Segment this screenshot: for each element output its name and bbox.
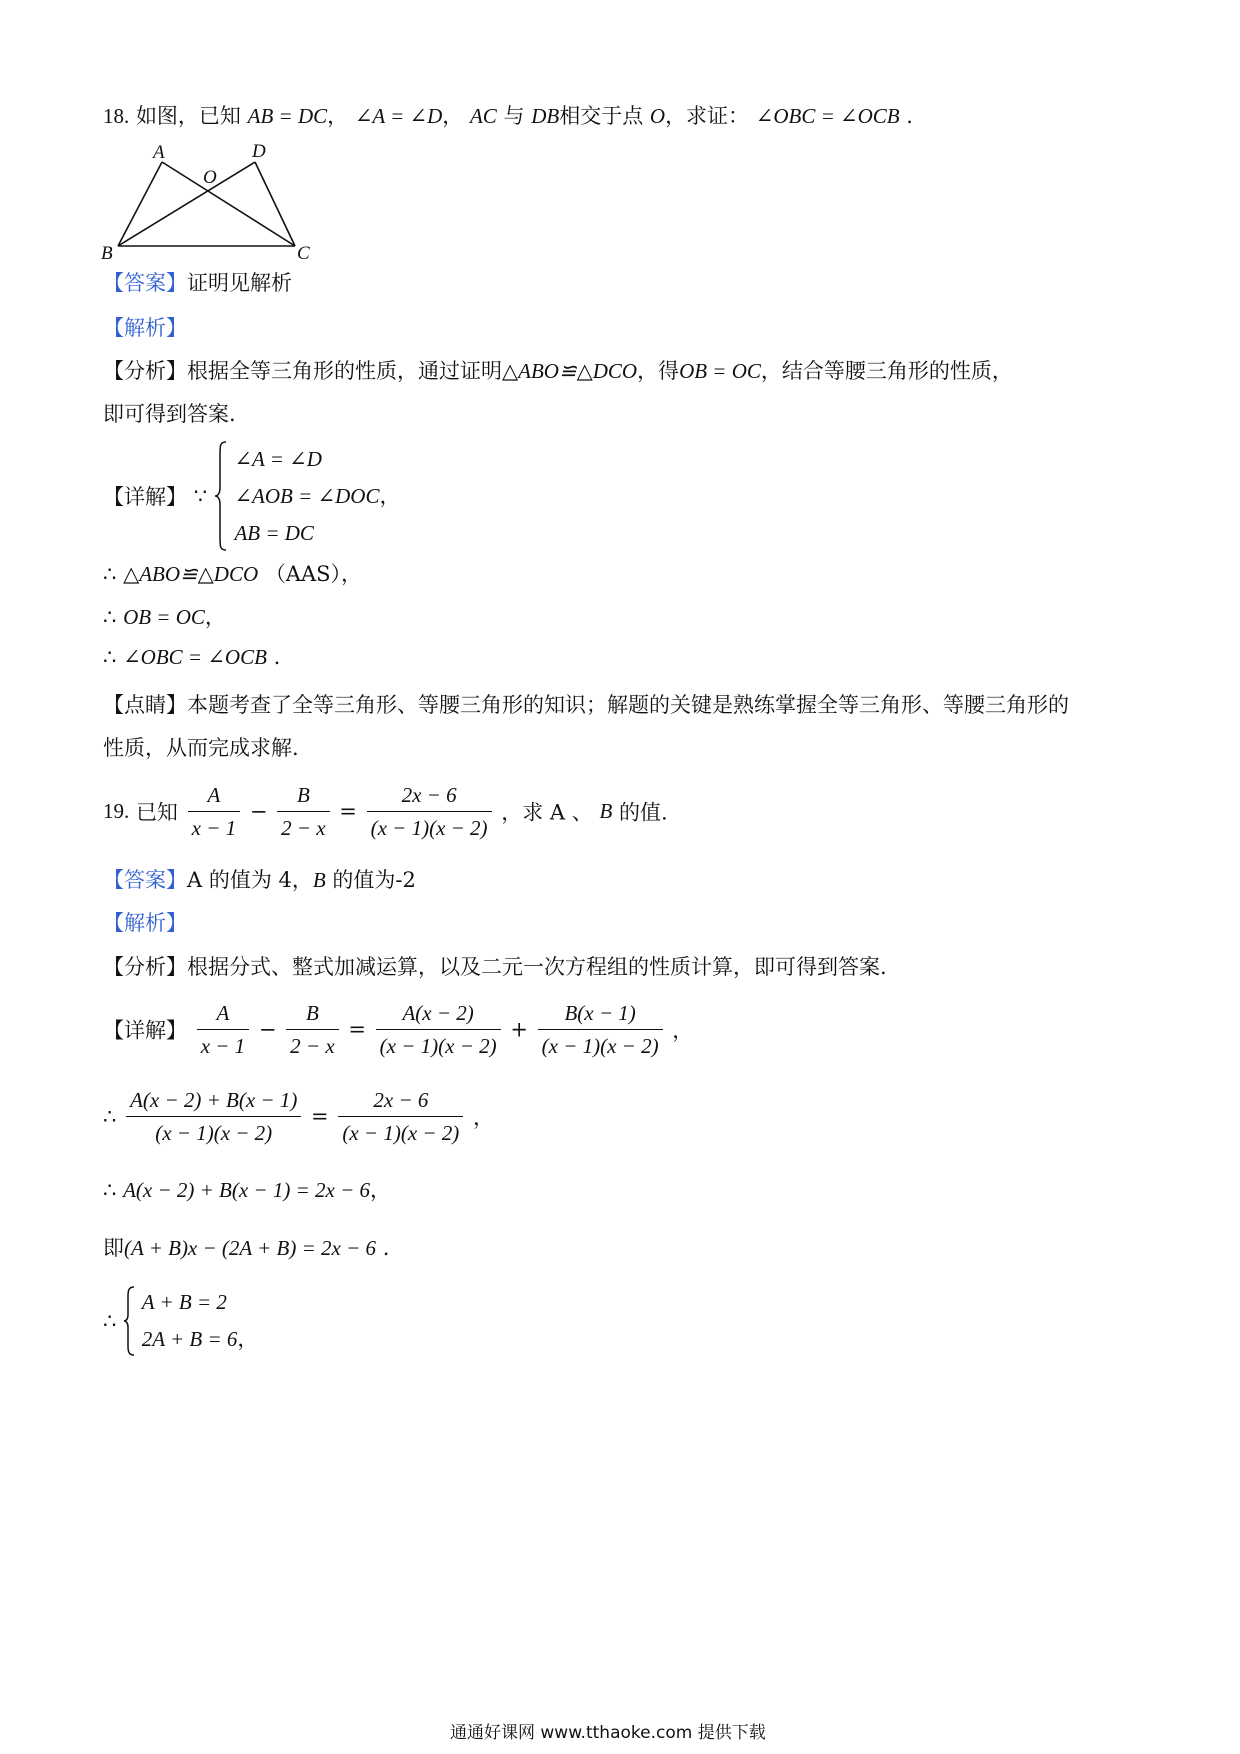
segment-bd [118, 162, 255, 246]
q18-fenxi-line2: 即可得到答案. [103, 402, 236, 426]
q19-fenxi: 【分析】根据分式、整式加减运算，以及二元一次方程组的性质计算，即可得到答案. [103, 955, 887, 979]
q18-detail: 【详解】 ∵ ∠A = ∠D ∠AOB = ∠DOC， AB = DC [103, 440, 400, 552]
fraction-rhs: $\frac{2x - 6}{(x - 1)(x - 2)}$ [367, 779, 492, 844]
q19-detail-line3: ∴ A(x − 2) + B(x − 1) = 2x − 6， [103, 1178, 392, 1202]
label-b: B [101, 243, 113, 264]
q18-step3: ∴ ∠OBC = ∠OCB . [103, 645, 281, 669]
q18-step2: ∴ OB = OC， [103, 605, 226, 629]
q19-detail-line4: 即(A + B)x − (2A + B) = 2x − 6 . [103, 1236, 390, 1260]
label-a: A [153, 142, 165, 163]
label-c: C [297, 243, 310, 264]
label-d: D [252, 141, 266, 162]
q19-system: ∴ A + B = 2 2A + B = 6， [103, 1284, 258, 1358]
q19-detail-line1: 【详解】 $\frac{A}{x - 1}$ − $\frac{B}{2 - x}$ = $\frac{A(x - 2)}{(x - 1)(x - 2)}$ + $\frac{B(x - 1)}{(x - 1)(x - 2)}$ ， [103, 997, 693, 1062]
q18-dianjing-line2: 性质，从而完成求解. [103, 736, 299, 760]
fraction-a-over-x-1: $\frac{A}{x - 1}$ [188, 779, 241, 844]
q18-figure [95, 140, 325, 265]
q18-step1: ∴ △ABO≌△DCO （AAS）， [103, 562, 363, 586]
q18-stem: 18. 如图，已知 AB = DC， ∠A = ∠D， AC 与 DB相交于点 O，求证： ∠OBC = ∠OCB . [103, 104, 913, 128]
q19-detail-line2: ∴ $\frac{A(x - 2) + B(x - 1)}{(x - 1)(x - 2)}$ = $\frac{2x - 6}{(x - 1)(x - 2)}$ ， [103, 1084, 494, 1149]
q19-analysis-tag: 【解析】 [103, 911, 187, 935]
left-brace-icon [123, 1285, 135, 1357]
equation-system: A + B = 2 2A + B = 6， [141, 1290, 259, 1351]
q18-fenxi-line1: 【分析】根据全等三角形的性质，通过证明△ABO≌△DCO，得OB = OC，结合等腰三角形的性质， [103, 359, 1013, 383]
fraction-b-over-2-x: $\frac{B}{2 - x}$ [277, 779, 330, 844]
condition-list: ∠A = ∠D ∠AOB = ∠DOC， AB = DC [234, 446, 401, 545]
q18-dianjing-line1: 【点睛】本题考查了全等三角形、等腰三角形的知识；解题的关键是熟练掌握全等三角形、等腰三角形的 [103, 693, 1069, 717]
footer-source: 通通好课网 www.tthaoke.com 提供下载 [450, 1723, 766, 1743]
q19-stem: 19. 已知 $\frac{A}{x - 1}$ − $\frac{B}{2 - x}$ = $\frac{2x - 6}{(x - 1)(x - 2)}$ ，求 A 、 B 的值. [103, 779, 668, 844]
q18-answer: 【答案】证明见解析 [103, 271, 292, 295]
q19-answer: 【答案】A 的值为 4，B 的值为-2 [103, 868, 416, 892]
left-brace-icon [214, 440, 228, 552]
label-o: O [203, 167, 217, 188]
q18-analysis-tag: 【解析】 [103, 316, 187, 340]
